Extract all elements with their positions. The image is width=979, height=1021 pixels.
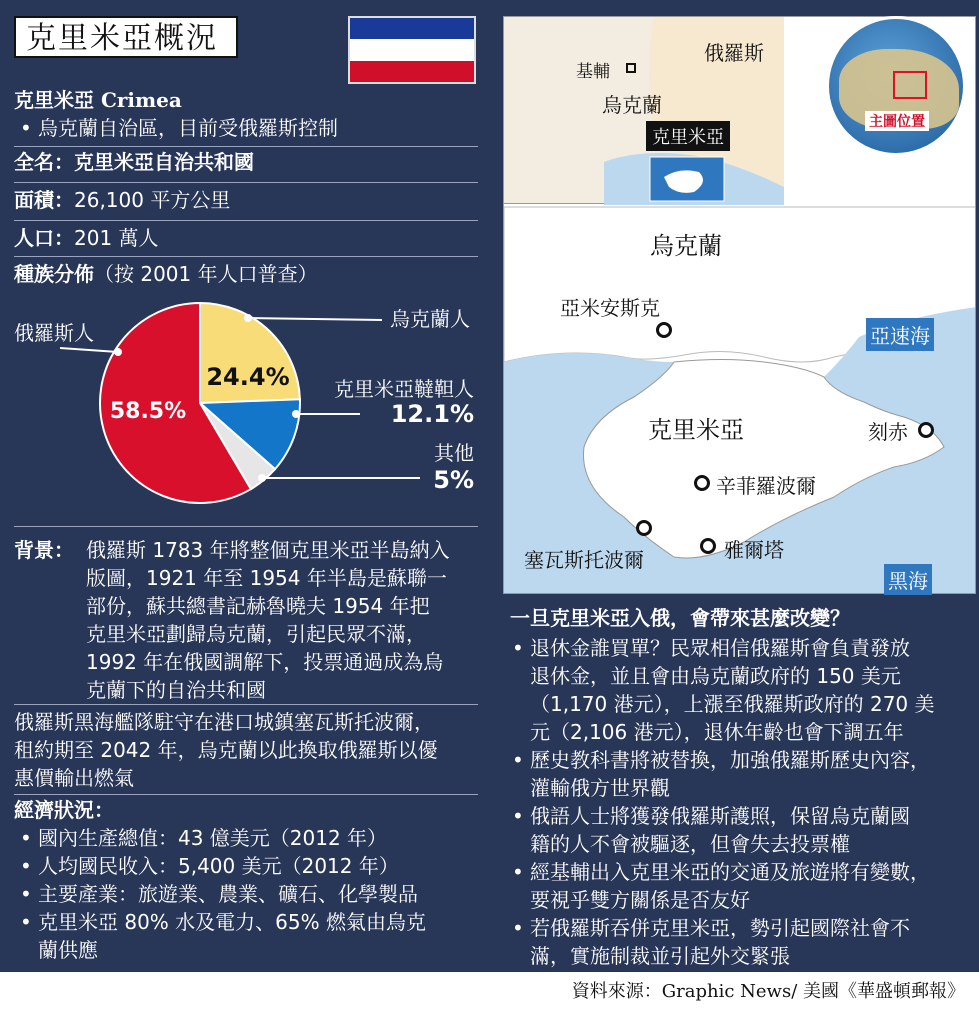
inset-crimea-label: 克里米亞 [646, 121, 730, 151]
flag-stripe-white [350, 39, 474, 60]
change-list [530, 634, 976, 970]
background-line: 版圖，1921 年至 1954 年半島是蘇聯一 [86, 566, 447, 590]
change-line: 灌輸俄方世界觀 [530, 776, 670, 800]
economy-item [38, 852, 488, 880]
change-line: 滿，實施制裁並引起外交緊張 [530, 944, 790, 968]
leader-dot-other [258, 474, 266, 482]
map-kerch-label: 刻赤 [868, 420, 908, 444]
fleet-line: 惠價輸出燃氣 [14, 766, 134, 790]
economy-item [38, 880, 488, 908]
crimea-status: • 烏克蘭自治區，目前受俄羅斯控制 [38, 114, 979, 142]
ethnic-note: （按 2001 年人口普查） [94, 262, 318, 286]
change-item [530, 858, 976, 914]
map-ukraine-label: 烏克蘭 [650, 232, 722, 260]
inset-kyiv-label: 基輔 [576, 62, 610, 82]
simferopol-marker-icon [694, 475, 710, 491]
change-line: 元（2,106 港元），退休年齡也會下調五年 [530, 720, 904, 744]
map-armyansk-label: 亞米安斯克 [560, 296, 660, 320]
change-line: 籍的人不會被驅逐，但會失去投票權 [530, 832, 850, 856]
economy-line: • 國內生產總值：43 億美元（2012 年） [38, 826, 388, 850]
flag-stripe-red [350, 61, 474, 82]
background-line: 克蘭下的自治共和國 [86, 678, 266, 702]
map-simferopol-label: 辛菲羅波爾 [716, 474, 816, 498]
yalta-marker-icon [700, 538, 716, 554]
divider [14, 220, 478, 221]
pop-label: 人口： [14, 226, 74, 250]
area-row [14, 186, 230, 214]
change-line: 退休金，並且會由烏克蘭政府的 150 美元 [530, 664, 901, 688]
area-value: 26,100 平方公里 [74, 188, 231, 212]
ethnic-label: 種族分佈 [14, 262, 94, 286]
pie-value-other: 5% [433, 466, 474, 494]
leader-ukrainian [248, 318, 382, 320]
change-item [530, 802, 976, 858]
change-item [530, 914, 976, 970]
leader-dot-russian [114, 348, 122, 356]
change-title: 一旦克里米亞入俄，會帶來甚麼改變？ [510, 606, 850, 630]
flag-stripe-blue [350, 18, 474, 39]
change-line: • 經基輔出入克里米亞的交通及旅遊將有變數， [530, 860, 930, 884]
pie-label-russian: 俄羅斯人 [14, 321, 94, 345]
change-line: • 若俄羅斯吞併克里米亞，勢引起國際社會不 [530, 916, 910, 940]
page-title: 克里米亞概況 [14, 16, 238, 58]
crimea-flag [348, 16, 476, 84]
economy-line: • 主要產業：旅遊業、農業、礦石、化學製品 [38, 882, 418, 906]
divider [14, 256, 478, 257]
economy-item [38, 908, 488, 964]
leader-dot-tatar [292, 410, 300, 418]
fleet-line: 俄羅斯黑海艦隊駐守在港口城鎮塞瓦斯托波爾， [14, 710, 434, 734]
change-line: • 歷史教科書將被替換，加強俄羅斯歷史內容， [530, 748, 930, 772]
divider [14, 794, 478, 795]
leader-dot-ukrainian [244, 314, 252, 322]
divider [14, 526, 478, 527]
change-line: • 俄語人士將獲發俄羅斯護照，保留烏克蘭國 [530, 804, 910, 828]
sevastopol-marker-icon [636, 520, 652, 536]
pie-value-ukrainian: 24.4% [206, 363, 290, 391]
economy-line: • 人均國民收入：5,400 美元（2012 年） [38, 854, 399, 878]
fullname-value: 克里米亞自治共和國 [74, 150, 254, 174]
economy-line: • 克里米亞 80% 水及電力、65% 燃氣由烏克 [38, 910, 426, 934]
inset-russia-label: 俄羅斯 [704, 41, 764, 65]
ethnic-pie-chart [0, 290, 500, 520]
inset-ukraine-label: 烏克蘭 [602, 93, 662, 117]
divider [14, 146, 478, 147]
change-line: • 退休金誰買單？民眾相信俄羅斯會負責發放 [530, 636, 910, 660]
leader-russian [60, 348, 118, 352]
globe-label: 主圖位置 [865, 111, 929, 131]
fleet-text [14, 708, 484, 792]
map-blacksea-label: 黑海 [884, 564, 932, 595]
globe-locator-icon [826, 16, 966, 156]
source-footer: 資料來源：Graphic News/ 美國《華盛頓郵報》 [0, 972, 979, 1021]
background-line: 1992 年在俄國調解下，投票通過成為烏 [86, 650, 444, 674]
change-item [530, 634, 976, 746]
pie-value-russian: 58.5% [109, 399, 187, 424]
pie-value-tatar: 12.1% [390, 400, 474, 428]
pie-label-other: 其他 [434, 441, 474, 465]
economy-item [38, 824, 488, 852]
pop-row [14, 224, 159, 252]
fullname-row [14, 148, 254, 176]
kyiv-marker-icon [626, 63, 636, 73]
background-line: 部份，蘇共總書記赫魯曉夫 1954 年把 [86, 594, 430, 618]
background-line: 克里米亞劃歸烏克蘭，引起民眾不滿， [86, 622, 426, 646]
fullname-label: 全名： [14, 150, 74, 174]
armyansk-marker-icon [656, 322, 672, 338]
background-text [86, 536, 486, 704]
map-sevastopol-label: 塞瓦斯托波爾 [524, 548, 644, 572]
inset-map [503, 16, 783, 204]
pie-label-tatar: 克里米亞韃靼人 [334, 377, 474, 401]
globe-location-box [893, 71, 927, 99]
pie-label-ukrainian: 烏克蘭人 [390, 307, 470, 331]
divider [14, 704, 478, 705]
map-crimea-label: 克里米亞 [648, 416, 744, 444]
economy-label: 經濟狀況： [14, 798, 114, 822]
change-line: 要視乎雙方關係是否友好 [530, 888, 750, 912]
change-line: （1,170 港元），上漲至俄羅斯政府的 270 美 [530, 692, 935, 716]
map-yalta-label: 雅爾塔 [724, 538, 784, 562]
fleet-line: 租約期至 2042 年，烏克蘭以此換取俄羅斯以優 [14, 738, 438, 762]
kerch-marker-icon [918, 422, 934, 438]
divider [14, 182, 478, 183]
ethnic-row [14, 260, 318, 288]
background-label: 背景： [14, 538, 74, 562]
area-label: 面積： [14, 188, 74, 212]
map-azov-label: 亞速海 [866, 318, 934, 351]
pop-value: 201 萬人 [74, 226, 159, 250]
economy-line: 蘭供應 [38, 938, 98, 962]
economy-list [38, 824, 488, 964]
change-item [530, 746, 976, 802]
crimea-header: 克里米亞 Crimea [14, 88, 182, 112]
background-line: 俄羅斯 1783 年將整個克里米亞半島納入 [86, 538, 450, 562]
